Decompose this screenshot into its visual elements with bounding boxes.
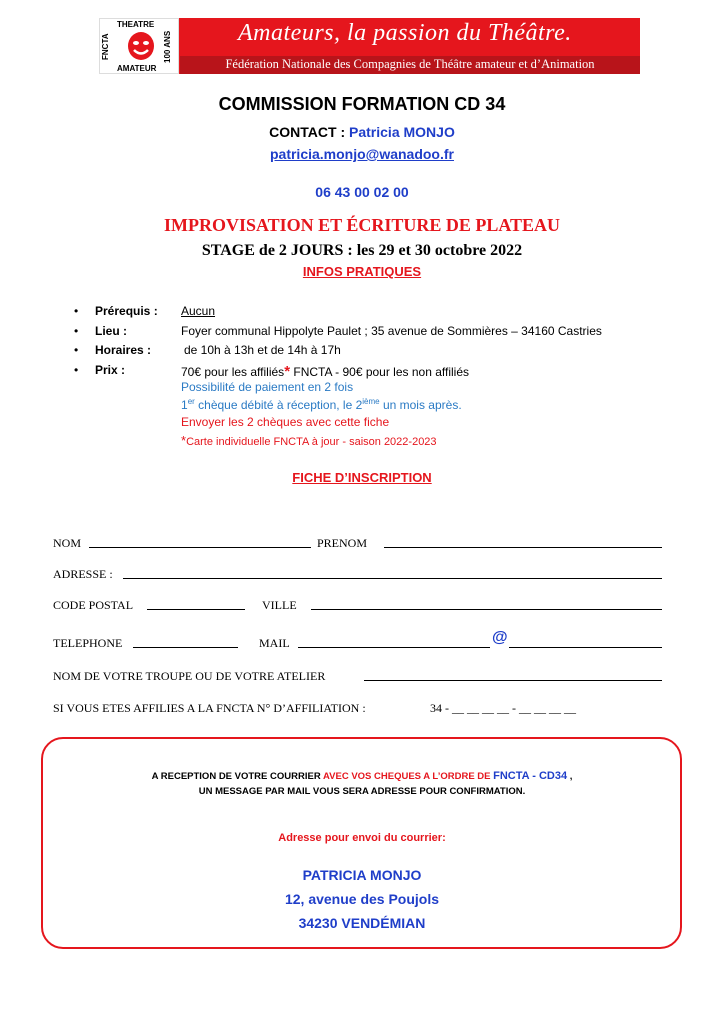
bullet-icon: • — [74, 304, 79, 318]
carte-asterisk: * — [181, 433, 187, 448]
carte-text: Carte individuelle FNCTA à jour - saison 2022-2023 — [186, 436, 437, 448]
cheque-middle: chèque débité à réception, le 2 — [194, 398, 363, 412]
prerequis-label: Prérequis : — [95, 304, 158, 318]
adresse-field[interactable] — [123, 578, 662, 579]
cheque-end: un mois après. — [379, 398, 462, 412]
box-line-1-payee: FNCTA - CD34 — [493, 770, 568, 782]
box-line-1 — [0, 770, 724, 782]
cheque-first: 1 — [181, 398, 188, 412]
prerequis-value: Aucun — [181, 304, 216, 318]
recipient-street: 12, avenue des Poujols — [284, 891, 440, 907]
contact-line — [0, 124, 724, 140]
federation-name: Fédération Nationale des Compagnies de Théâtre amateur et d’Animation — [225, 57, 595, 71]
logo-side-text: FNCTA — [101, 33, 110, 61]
nom-label: NOM — [53, 536, 82, 550]
paiement-note: Possibilité de paiement en 2 fois — [181, 380, 354, 394]
bullet-icon: • — [74, 343, 79, 357]
recipient-city: 34230 VENDÉMIAN — [298, 915, 426, 931]
ville-label: VILLE — [262, 598, 297, 612]
nom-field[interactable] — [89, 547, 311, 548]
contact-label: CONTACT — [269, 124, 337, 140]
troupe-field[interactable] — [364, 680, 662, 681]
prix-affilies: 70€ pour les affiliés — [181, 365, 285, 379]
cheque-second-sup: ième — [362, 397, 380, 406]
mail-domain-field[interactable] — [509, 647, 662, 648]
ville-field[interactable] — [311, 609, 662, 610]
contact-separator: : — [336, 124, 350, 140]
code-postal-field[interactable] — [147, 609, 245, 610]
box-line-2: UN MESSAGE PAR MAIL VOUS SERA ADRESSE POUR CONFIRMATION. — [198, 786, 526, 797]
infos-heading: INFOS PRATIQUES — [302, 264, 422, 279]
prix-label: Prix : — [95, 363, 126, 377]
contact-phone: 06 43 00 02 00 — [315, 184, 409, 200]
adresse-label: ADRESSE : — [53, 567, 113, 581]
commission-title: COMMISSION FORMATION CD 34 — [218, 94, 506, 114]
contact-email-link[interactable]: patricia.monjo@wanadoo.fr — [269, 146, 454, 162]
banner-slogan: Amateurs, la passion du Théâtre. — [238, 20, 572, 46]
horaires-label: Horaires : — [95, 343, 152, 357]
logo-years-text: 100 ANS — [163, 30, 172, 64]
contact-name: Patricia MONJO — [349, 124, 455, 140]
troupe-label: NOM DE VOTRE TROUPE OU DE VOTRE ATELIER — [53, 669, 326, 683]
box-line-1-end: , — [567, 771, 573, 782]
envoyer-note: Envoyer les 2 chèques avec cette fiche — [181, 415, 390, 429]
at-sign: @ — [492, 629, 508, 646]
recipient-name: PATRICIA MONJO — [302, 867, 422, 883]
telephone-label: TELEPHONE — [53, 636, 123, 650]
box-line-1-cheques: AVEC VOS CHEQUES A L’ORDRE DE — [322, 771, 494, 782]
affiliation-number-field[interactable]: 34 - __ __ __ __ - __ __ __ __ — [430, 701, 576, 715]
lieu-label: Lieu : — [95, 324, 127, 338]
horaires-value: de 10h à 13h et de 14h à 17h — [184, 343, 341, 357]
mail-label: MAIL — [259, 636, 290, 650]
logo-bottom-text: AMATEUR — [117, 64, 157, 73]
bullet-icon: • — [74, 363, 79, 377]
carte-note — [181, 433, 437, 448]
bullet-icon: • — [74, 324, 79, 338]
cheque-first-sup: er — [187, 397, 195, 406]
lieu-value: Foyer communal Hippolyte Paulet ; 35 avenue de Sommières – 34160 Castries — [181, 324, 602, 338]
workshop-dates: STAGE de 2 JOURS : les 29 et 30 octobre 2022 — [201, 242, 523, 259]
mail-address-label: Adresse pour envoi du courrier: — [278, 832, 446, 844]
mail-user-field[interactable] — [298, 647, 490, 648]
prix-value — [181, 363, 469, 380]
prenom-field[interactable] — [384, 547, 662, 548]
workshop-title: IMPROVISATION ET ÉCRITURE DE PLATEAU — [163, 215, 561, 235]
prix-asterisk: * — [284, 363, 291, 380]
prix-non-affilies: FNCTA - 90€ pour les non affiliés — [290, 365, 470, 379]
form-title: FICHE D’INSCRIPTION — [292, 470, 432, 485]
prenom-label: PRENOM — [317, 536, 368, 550]
cheque-note — [181, 397, 462, 412]
theatre-mask-icon — [125, 30, 157, 62]
logo-top-text: THEATRE — [117, 20, 155, 29]
telephone-field[interactable] — [133, 647, 238, 648]
affiliation-label: SI VOUS ETES AFFILIES A LA FNCTA N° D’AFFILIATION : — [53, 701, 366, 715]
code-postal-label: CODE POSTAL — [53, 598, 134, 612]
box-line-1-start: A RECEPTION DE VOTRE COURRIER — [151, 771, 323, 782]
